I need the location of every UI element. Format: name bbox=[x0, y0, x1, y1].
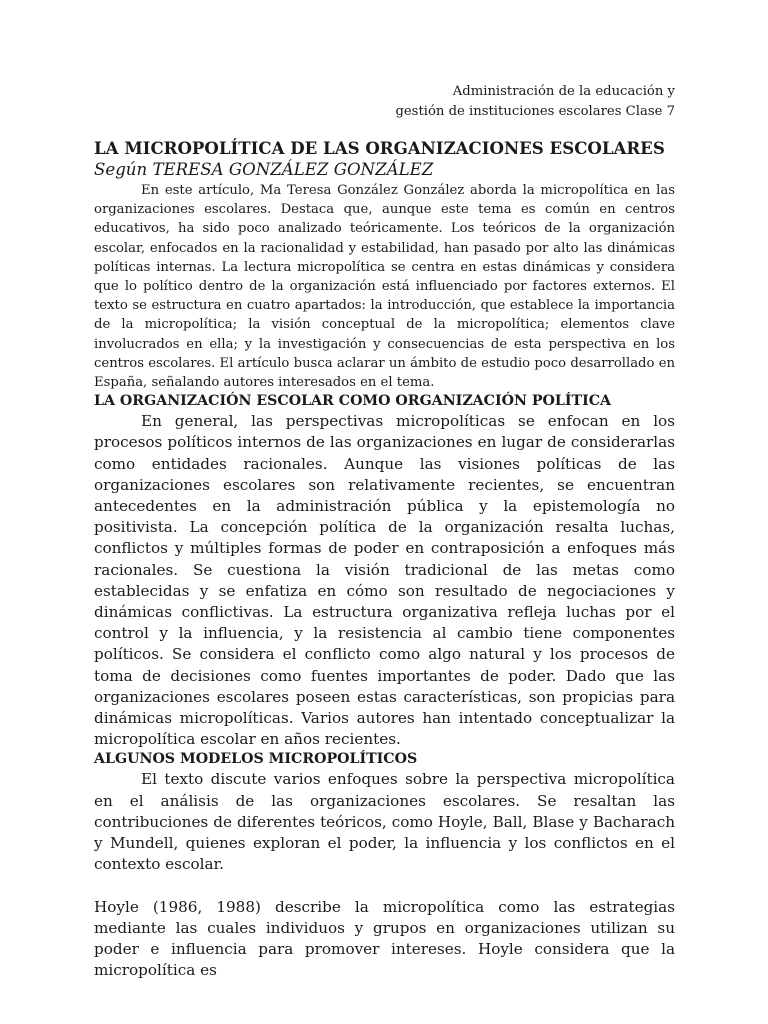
intro-paragraph: En este artículo, Ma Teresa González González aborda la micropolítica en las organizaciones escolares. Destaca que, aunque este tema es común en centros educativos, ha sido poco analizado teóricamente. Los teóricos de la organización escolar, enfocados en la racionalidad y estabilidad, han pasado por alto las dinámicas políticas internas. La lectura micropolítica se centra en estas dinámicas y considera que lo político dentro de la organización está influenciado por factores externos. El texto se estructura en cuatro apartados: la introducción, que establece la importancia de la micropolítica; la visión conceptual de la micropolítica; elementos clave involucrados en ella; y la investigación y consecuencias de esta perspectiva en los centros escolares. El artículo busca aclarar un ámbito de estudio poco desarrollado en España, señalando autores interesados en el tema. bbox=[94, 183, 675, 391]
section-paragraph-organizacion-politica: En general, las perspectivas micropolíticas se enfocan en los procesos políticos internos de las organizaciones en lugar de considerarlas como entidades racionales. Aunque las visiones políticas de las organizaciones escolares son relativamente recientes, se encuentran antecedentes en la administración pública y la epistemología no positivista. La concepción política de la organización resalta luchas, conflictos y múltiples formas de poder en contraposición a enfoques más racionales. Se cuestiona la visión tradicional de las metas como establecidas y se enfatiza en cómo son resultado de negociaciones y dinámicas conflictivas. La estructura organizativa refleja luchas por el control y la influencia, y la resistencia al cambio tiene componentes políticos. Se considera el conflicto como algo natural y los procesos de toma de decisiones como fuentes importantes de poder. Dado que las organizaciones escolares poseen estas características, son propicias para dinámicas micropolíticas. Varios autores han intentado conceptualizar la micropolítica escolar en años recientes. bbox=[94, 412, 675, 749]
course-header bbox=[94, 82, 675, 122]
document-page bbox=[94, 82, 675, 981]
course-header-line-2: gestión de instituciones escolares Clase 7 bbox=[395, 104, 675, 119]
section-paragraph-modelos-micropoliticos: El texto discute varios enfoques sobre la perspectiva micropolítica en el análisis de las organizaciones escolares. Se resaltan las contribuciones de diferentes teóricos, como Hoyle, Ball, Blase y Bacharach y Mundell, quienes exploran el poder, la influencia y los conflictos en el contexto escolar. bbox=[94, 770, 675, 874]
course-header-line-1: Administración de la educación y bbox=[452, 84, 675, 99]
document-subtitle: Según TERESA GONZÁLEZ GONZÁLEZ bbox=[94, 160, 434, 179]
document-title: LA MICROPOLÍTICA DE LAS ORGANIZACIONES ESCOLARES bbox=[94, 138, 665, 158]
section-heading-modelos-micropoliticos: ALGUNOS MODELOS MICROPOLÍTICOS bbox=[94, 751, 418, 768]
section-heading-organizacion-politica: LA ORGANIZACIÓN ESCOLAR COMO ORGANIZACIÓN POLÍTICA bbox=[94, 393, 612, 410]
hoyle-paragraph: Hoyle (1986, 1988) describe la micropolítica como las estrategias mediante las cuales individuos y grupos en organizaciones utilizan su poder e influencia para promover intereses. Hoyle considera que la micropolítica es bbox=[94, 897, 675, 980]
